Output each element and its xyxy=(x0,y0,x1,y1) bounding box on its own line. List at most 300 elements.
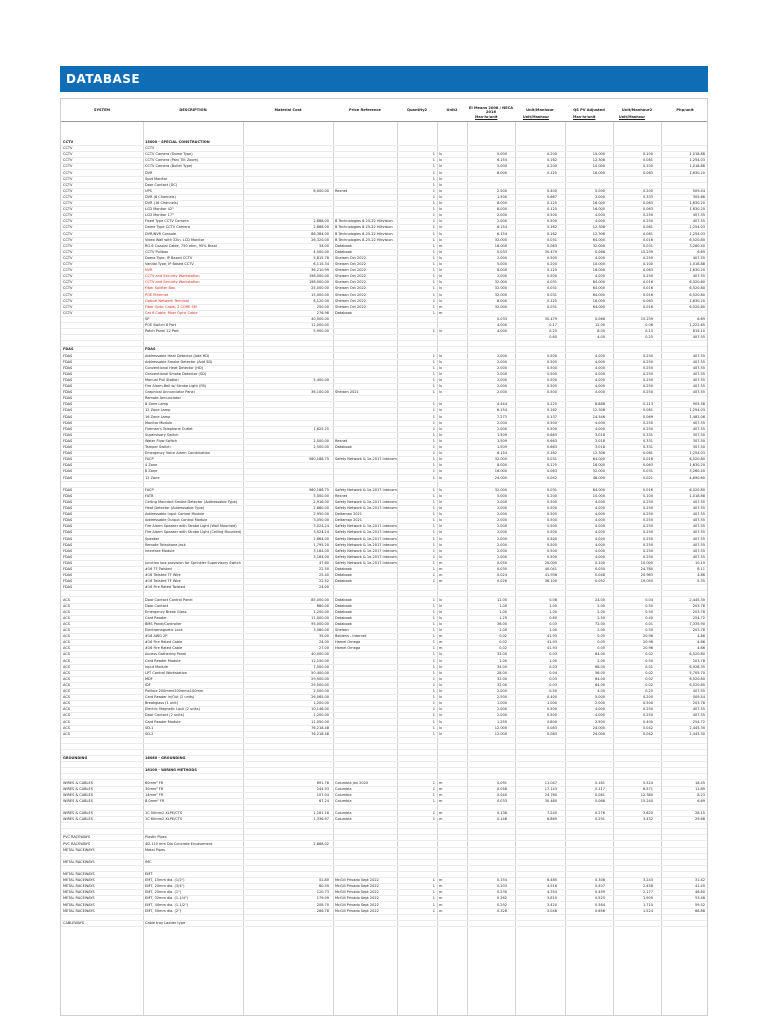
cell-price-reference[interactable]: B Technologies 8-25-22 Hikvision xyxy=(335,225,393,230)
cell-unit-manhour[interactable]: 0.500 xyxy=(546,542,557,547)
cell-price-reference[interactable] xyxy=(335,804,397,810)
cell-material-cost[interactable]: 85,000.00 xyxy=(311,597,329,602)
cell-ei-means[interactable]: 32.00 xyxy=(496,682,507,687)
cell-material-cost[interactable] xyxy=(243,176,329,182)
cell-unit-manhour2[interactable]: 5.524 xyxy=(642,780,653,785)
cell-material-cost[interactable]: 40,000.00 xyxy=(311,316,329,321)
cell-system[interactable]: ACS xyxy=(63,725,70,730)
cell-price-reference[interactable]: Sheisen Oct 2022 xyxy=(335,298,366,303)
cell-unit[interactable]: lv xyxy=(439,432,443,437)
cell-php-unit[interactable]: 254.72 xyxy=(692,615,705,620)
cell-unit[interactable]: lv xyxy=(439,194,443,199)
cell-price-reference[interactable]: McGill Privado Sept 2022 xyxy=(335,896,379,901)
cell-php-unit[interactable] xyxy=(661,743,705,749)
cell-material-cost[interactable]: 76,218.48 xyxy=(311,725,329,730)
cell-quantity[interactable]: 1 xyxy=(432,676,435,681)
cell-qs-adjusted[interactable]: 4.000 xyxy=(594,365,605,370)
cell-php-unit[interactable]: 3,260.40 xyxy=(689,243,705,248)
cell-unit-manhour[interactable]: 0.031 xyxy=(546,292,557,297)
cell-php-unit[interactable]: 4.86 xyxy=(697,640,705,645)
cell-material-cost[interactable] xyxy=(243,340,329,346)
cell-unit-manhour2[interactable]: 0.016 xyxy=(642,280,653,285)
cell-qs-adjusted[interactable]: 0.276 xyxy=(594,811,605,815)
cell-php-unit[interactable] xyxy=(661,481,705,487)
cell-unit[interactable]: lv xyxy=(439,408,443,413)
cell-description[interactable]: 12 Zone Lamp xyxy=(145,408,171,413)
cell-unit-manhour2[interactable] xyxy=(613,346,653,352)
cell-price-reference[interactable]: Columbia xyxy=(335,811,352,815)
cell-ei-means[interactable]: 0.040 xyxy=(496,792,507,797)
cell-system[interactable] xyxy=(63,340,141,346)
cell-unit-manhour[interactable]: 1.00 xyxy=(549,609,557,614)
cell-unit[interactable]: m xyxy=(439,908,443,913)
cell-unit-manhour[interactable] xyxy=(515,865,557,871)
cell-price-reference[interactable]: Hamel Omega xyxy=(335,646,361,651)
cell-price-reference[interactable] xyxy=(335,334,397,340)
cell-ei-means[interactable] xyxy=(467,865,507,871)
cell-material-cost[interactable]: 35.00 xyxy=(318,634,329,639)
cell-php-unit[interactable] xyxy=(661,822,705,828)
cell-unit-manhour[interactable] xyxy=(515,755,557,761)
cell-unit[interactable]: lv xyxy=(439,359,443,364)
cell-quantity[interactable] xyxy=(397,139,435,145)
cell-unit[interactable]: lv xyxy=(439,719,443,724)
cell-material-cost[interactable]: 4,500.00 xyxy=(313,249,329,254)
cell-description[interactable]: Video Wall with 32in. LCD Monitor xyxy=(145,237,205,242)
cell-php-unit[interactable]: 6.69 xyxy=(697,316,705,321)
cell-quantity[interactable]: 1 xyxy=(432,609,435,614)
cell-description[interactable]: Heat Detector (Addressable Type) xyxy=(145,506,205,510)
cell-unit-manhour2[interactable]: 0.250 xyxy=(642,377,653,382)
cell-ei-means[interactable]: 0.203 xyxy=(496,884,507,889)
cell-quantity[interactable]: 1 xyxy=(432,286,435,291)
cell-quantity[interactable] xyxy=(397,334,435,340)
cell-description[interactable]: Emergency Voice Alarm Combination xyxy=(145,451,210,456)
cell-qs-adjusted[interactable]: 3.018 xyxy=(594,432,605,437)
cell-price-reference[interactable] xyxy=(335,206,397,212)
cell-material-cost[interactable]: 1,181.18 xyxy=(313,811,329,815)
cell-unit[interactable]: lv xyxy=(439,524,443,529)
cell-description[interactable]: #16 Fire Rated Cable xyxy=(145,640,183,645)
cell-unit[interactable]: lv xyxy=(439,603,443,608)
cell-php-unit[interactable] xyxy=(661,340,705,346)
cell-unit-manhour2[interactable] xyxy=(613,182,653,188)
cell-unit-manhour2[interactable]: 0.016 xyxy=(642,237,653,242)
cell-description[interactable]: 8 Zone Lamp xyxy=(145,402,169,407)
cell-unit-manhour[interactable]: 0.500 xyxy=(546,512,557,517)
cell-ei-means[interactable] xyxy=(467,139,507,145)
cell-description[interactable]: Electric Magnetic Lock (2 units) xyxy=(145,707,200,712)
cell-price-reference[interactable] xyxy=(335,834,397,840)
cell-qs-adjusted[interactable]: 0.459 xyxy=(594,890,605,895)
cell-php-unit[interactable]: 407.55 xyxy=(692,426,705,431)
cell-unit-manhour[interactable]: 0.162 xyxy=(546,231,557,236)
cell-unit-manhour[interactable]: 0.500 xyxy=(546,384,557,388)
cell-unit-manhour[interactable]: 30.480 xyxy=(544,798,557,803)
cell-unit-manhour[interactable] xyxy=(515,139,557,145)
cell-quantity[interactable]: 1 xyxy=(432,603,435,608)
cell-system[interactable] xyxy=(63,328,141,334)
cell-unit[interactable]: lv xyxy=(439,682,443,687)
cell-unit[interactable]: lv xyxy=(439,213,443,218)
cell-price-reference[interactable] xyxy=(335,700,397,706)
cell-unit[interactable]: lv xyxy=(439,597,443,602)
cell-price-reference[interactable]: Sheisen Oct 2022 xyxy=(335,274,366,279)
header-system[interactable]: SYSTEM xyxy=(93,107,111,112)
cell-unit[interactable] xyxy=(439,773,465,779)
cell-php-unit[interactable]: 509.44 xyxy=(692,695,705,700)
cell-unit-manhour2[interactable]: 0.250 xyxy=(642,390,653,395)
cell-ei-means[interactable]: 2.000 xyxy=(496,554,507,559)
cell-unit-manhour[interactable]: 41.93 xyxy=(546,646,557,651)
cell-system[interactable] xyxy=(63,481,141,487)
cell-description[interactable]: Card Reader Module xyxy=(145,719,181,724)
cell-unit-manhour[interactable]: 0.125 xyxy=(546,207,557,212)
cell-system[interactable]: FDAS xyxy=(63,353,73,358)
cell-description[interactable]: Speaker xyxy=(145,536,160,541)
cell-unit-manhour2[interactable]: 0.113 xyxy=(642,402,653,407)
cell-ei-means[interactable] xyxy=(467,804,507,810)
cell-unit-manhour[interactable]: 0.500 xyxy=(546,390,557,395)
cell-description[interactable]: FACP xyxy=(145,487,154,492)
cell-description[interactable]: 4 Zone xyxy=(145,463,158,468)
cell-qs-adjusted[interactable]: 2.00 xyxy=(597,628,605,632)
cell-price-reference[interactable] xyxy=(335,865,397,871)
cell-php-unit[interactable]: 6,520.80 xyxy=(689,286,705,291)
cell-unit-manhour[interactable] xyxy=(515,182,557,188)
cell-unit[interactable]: lv xyxy=(439,280,443,285)
cell-unit[interactable]: lv xyxy=(439,414,443,419)
cell-php-unit[interactable]: 10.19 xyxy=(694,560,705,565)
cell-qs-adjusted[interactable]: 2.000 xyxy=(594,701,605,706)
cell-price-reference[interactable]: Sheisen Oct 2022 xyxy=(335,262,366,266)
cell-description[interactable]: POE Switch 8 Port xyxy=(145,323,177,327)
cell-unit-manhour[interactable] xyxy=(515,853,557,859)
cell-unit[interactable]: m xyxy=(439,878,443,883)
cell-price-reference[interactable] xyxy=(335,365,397,371)
cell-price-reference[interactable] xyxy=(335,359,397,365)
cell-qs-adjusted[interactable]: 4.000 xyxy=(594,506,605,510)
cell-php-unit[interactable]: 6,520.80 xyxy=(689,292,705,297)
cell-unit[interactable]: lv xyxy=(439,164,443,169)
cell-material-cost[interactable] xyxy=(243,420,329,426)
cell-material-cost[interactable]: 36,210.99 xyxy=(311,268,329,273)
cell-description[interactable]: LPT Control Workstation xyxy=(145,670,187,675)
cell-unit[interactable]: m xyxy=(439,243,443,248)
cell-unit-manhour[interactable]: 0.500 xyxy=(546,213,557,218)
cell-material-cost[interactable]: 80.59 xyxy=(318,884,329,889)
cell-price-reference[interactable]: Deltamax 2021 xyxy=(335,512,362,517)
cell-quantity[interactable] xyxy=(397,920,435,926)
cell-material-cost[interactable]: 276.98 xyxy=(316,310,329,315)
cell-unit[interactable]: lv xyxy=(439,695,443,700)
cell-qs-adjusted[interactable] xyxy=(565,853,605,859)
cell-quantity[interactable]: 1 xyxy=(432,512,435,517)
cell-qs-adjusted[interactable]: 10.000 xyxy=(592,164,605,169)
cell-ei-means[interactable]: 1.00 xyxy=(499,609,507,614)
cell-php-unit[interactable] xyxy=(661,749,705,755)
cell-ei-means[interactable] xyxy=(467,590,507,596)
cell-price-reference[interactable]: Safety Network & 1e-2017 Intecom xyxy=(335,530,397,535)
cell-system[interactable]: FDAS xyxy=(63,371,73,376)
cell-php-unit[interactable] xyxy=(661,871,705,877)
cell-material-cost[interactable]: 1,336.97 xyxy=(313,817,329,822)
cell-unit-manhour2[interactable]: 0.016 xyxy=(642,304,653,309)
cell-unit-manhour2[interactable]: 0.031 xyxy=(642,469,653,474)
cell-system[interactable]: METAL RACEWAYS xyxy=(63,878,95,883)
cell-unit[interactable]: lv xyxy=(439,487,443,492)
cell-description[interactable]: 16060 - GROUNDING xyxy=(145,756,186,761)
cell-unit[interactable]: lv xyxy=(439,249,443,254)
cell-system[interactable]: ACS xyxy=(63,597,70,602)
cell-qs-adjusted[interactable] xyxy=(565,139,605,145)
cell-description[interactable]: FDAS xyxy=(145,347,156,352)
cell-ei-means[interactable]: 0.328 xyxy=(496,908,507,913)
cell-quantity[interactable] xyxy=(397,145,435,151)
cell-system[interactable]: CCTV xyxy=(63,225,73,230)
cell-system[interactable]: METAL RACEWAYS xyxy=(63,890,95,895)
cell-unit-manhour[interactable]: 0.400 xyxy=(546,188,557,193)
cell-unit-manhour[interactable]: 0.162 xyxy=(546,158,557,163)
cell-material-cost[interactable]: 5,400.00 xyxy=(313,377,329,382)
cell-ei-means[interactable]: 0.02 xyxy=(499,640,507,645)
cell-quantity[interactable]: 1 xyxy=(432,432,435,437)
cell-unit-manhour[interactable]: 24.760 xyxy=(544,792,557,797)
cell-unit-manhour[interactable]: 0.031 xyxy=(546,286,557,291)
cell-unit-manhour[interactable]: 0.800 xyxy=(546,719,557,724)
cell-ei-means[interactable]: 24.000 xyxy=(494,475,507,480)
cell-description[interactable]: 15000 - SPECIAL CONSTRUCTION xyxy=(145,140,210,144)
cell-quantity[interactable] xyxy=(397,828,435,834)
cell-price-reference[interactable]: B Technologies 8-25-22 Hikvision xyxy=(335,219,393,224)
cell-php-unit[interactable]: 1,630.20 xyxy=(689,170,705,175)
cell-material-cost[interactable] xyxy=(243,914,329,920)
cell-php-unit[interactable] xyxy=(661,841,705,847)
cell-material-cost[interactable]: 34.00 xyxy=(318,243,329,248)
cell-unit[interactable]: lv xyxy=(439,353,443,358)
cell-ei-means[interactable] xyxy=(467,395,507,401)
cell-price-reference[interactable]: McGill Privado Sept 2022 xyxy=(335,908,379,913)
cell-system[interactable]: ACS xyxy=(63,731,70,736)
cell-quantity[interactable]: 1 xyxy=(432,554,435,559)
cell-qs-adjusted[interactable]: 4.000 xyxy=(594,536,605,541)
cell-quantity[interactable]: 1 xyxy=(432,371,435,376)
cell-unit[interactable]: lv xyxy=(439,530,443,535)
cell-quantity[interactable]: 1 xyxy=(432,902,435,907)
cell-system[interactable]: ACS xyxy=(63,695,70,700)
cell-material-cost[interactable]: 15,000.00 xyxy=(311,292,329,297)
cell-ei-means[interactable]: 28.00 xyxy=(496,670,507,675)
cell-unit[interactable]: lv xyxy=(439,725,443,730)
cell-unit-manhour2[interactable] xyxy=(613,914,653,920)
cell-material-cost[interactable] xyxy=(243,145,329,151)
cell-material-cost[interactable]: 95,000.00 xyxy=(311,621,329,626)
cell-qs-adjusted[interactable] xyxy=(565,584,605,590)
cell-material-cost[interactable]: 6,000.00 xyxy=(313,188,329,193)
cell-php-unit[interactable]: 1,018.88 xyxy=(689,164,705,169)
cell-ei-means[interactable]: 0.138 xyxy=(496,811,507,815)
cell-system[interactable]: CCTV xyxy=(63,146,73,151)
cell-material-cost[interactable] xyxy=(243,371,329,377)
cell-unit-manhour[interactable]: 30.479 xyxy=(544,249,557,254)
cell-php-unit[interactable]: 407.55 xyxy=(692,530,705,535)
cell-quantity[interactable] xyxy=(397,584,435,590)
cell-description[interactable]: Access Gathering Panel xyxy=(145,652,187,657)
cell-unit-manhour2[interactable] xyxy=(613,834,653,840)
cell-unit-manhour2[interactable]: 0.081 xyxy=(642,408,653,413)
cell-material-cost[interactable]: 120.73 xyxy=(316,890,329,895)
cell-unit[interactable]: lv xyxy=(439,518,443,523)
cell-qs-adjusted[interactable] xyxy=(565,755,605,761)
cell-system[interactable]: FDAS xyxy=(63,493,73,498)
cell-ei-means[interactable]: 2.000 xyxy=(496,518,507,523)
cell-ei-means[interactable]: 1.500 xyxy=(496,194,507,199)
cell-unit-manhour[interactable]: 0.03 xyxy=(549,682,557,687)
cell-description[interactable]: Conventional Heat Detector (HD) xyxy=(145,365,204,370)
cell-system[interactable]: CCTV xyxy=(63,170,73,175)
cell-php-unit[interactable] xyxy=(661,182,705,188)
cell-quantity[interactable] xyxy=(397,322,435,328)
cell-qs-adjusted[interactable]: 0.117 xyxy=(594,786,605,791)
cell-unit[interactable]: lv xyxy=(439,676,443,681)
cell-php-unit[interactable]: 1,630.20 xyxy=(689,298,705,303)
cell-system[interactable]: FDAS xyxy=(63,499,73,504)
cell-qs-adjusted[interactable]: 4.000 xyxy=(594,554,605,559)
cell-qs-adjusted[interactable]: 64.00 xyxy=(594,682,605,687)
cell-qs-adjusted[interactable]: 0.05 xyxy=(597,640,605,645)
cell-unit[interactable]: lv xyxy=(439,170,443,175)
cell-php-unit[interactable]: 407.55 xyxy=(692,353,705,358)
cell-unit-manhour2[interactable]: 0.081 xyxy=(642,225,653,230)
cell-unit-manhour[interactable]: 0.60 xyxy=(549,335,557,340)
cell-price-reference[interactable] xyxy=(335,859,397,865)
cell-description[interactable] xyxy=(145,828,243,834)
cell-system[interactable]: CCTV xyxy=(63,298,73,303)
cell-qs-adjusted[interactable]: 16.000 xyxy=(592,298,605,303)
cell-description[interactable]: CCTV and Security Workstation xyxy=(145,280,200,285)
cell-material-cost[interactable]: 680.00 xyxy=(316,603,329,608)
cell-ei-means[interactable]: 4.000 xyxy=(496,323,507,327)
cell-qs-adjusted[interactable]: 32.000 xyxy=(592,469,605,474)
cell-description[interactable] xyxy=(145,804,243,810)
cell-unit[interactable]: lv xyxy=(439,384,443,388)
cell-unit-manhour[interactable]: 0.083 xyxy=(546,731,557,736)
cell-quantity[interactable] xyxy=(397,914,435,920)
cell-quantity[interactable]: 1 xyxy=(432,731,435,736)
cell-ei-means[interactable]: 8.000 xyxy=(496,207,507,212)
cell-unit-manhour2[interactable] xyxy=(613,828,653,834)
cell-price-reference[interactable] xyxy=(335,401,397,407)
cell-php-unit[interactable]: 7,335.90 xyxy=(689,621,705,626)
cell-qs-adjusted[interactable]: 3.018 xyxy=(594,438,605,443)
cell-unit-manhour2[interactable] xyxy=(613,847,653,853)
cell-php-unit[interactable] xyxy=(661,346,705,352)
cell-system[interactable]: FDAS xyxy=(63,420,73,425)
cell-description[interactable]: 60mm² FR xyxy=(145,780,164,785)
cell-ei-means[interactable] xyxy=(467,853,507,859)
cell-price-reference[interactable] xyxy=(335,767,397,773)
cell-system[interactable]: CCTV xyxy=(63,201,73,205)
header-description[interactable]: DESCRIPTION xyxy=(179,107,207,112)
cell-system[interactable]: ACS xyxy=(63,719,70,724)
cell-quantity[interactable]: 1 xyxy=(432,597,435,602)
cell-system[interactable] xyxy=(63,853,141,859)
cell-unit-manhour2[interactable]: 24.780 xyxy=(640,567,653,571)
cell-unit-manhour[interactable]: 0.400 xyxy=(546,695,557,700)
cell-unit[interactable]: lv xyxy=(439,371,443,376)
cell-quantity[interactable]: 1 xyxy=(432,365,435,370)
cell-qs-adjusted[interactable] xyxy=(565,871,605,877)
cell-price-reference[interactable]: Beldens - Internet xyxy=(335,634,367,639)
cell-unit-manhour2[interactable]: 0.081 xyxy=(642,158,653,163)
cell-system[interactable]: CCTV xyxy=(63,207,73,212)
cell-qs-adjusted[interactable]: 0.066 xyxy=(594,798,605,803)
cell-php-unit[interactable] xyxy=(661,584,705,590)
cell-qs-adjusted[interactable]: 4.000 xyxy=(594,548,605,553)
cell-description[interactable]: 16 Zone Lamp xyxy=(145,414,171,419)
cell-price-reference[interactable] xyxy=(335,151,397,157)
cell-unit-manhour[interactable]: 3.810 xyxy=(546,896,557,901)
cell-description[interactable]: Supervisory Switch xyxy=(145,432,179,437)
cell-price-reference[interactable]: Databook xyxy=(335,249,352,254)
cell-description[interactable]: DVR xyxy=(145,170,153,175)
cell-ei-means[interactable]: 36.00 xyxy=(496,621,507,626)
cell-ei-means[interactable]: 12.00 xyxy=(496,597,507,602)
cell-unit-manhour[interactable]: 0.042 xyxy=(546,475,557,480)
cell-system[interactable]: CCTV xyxy=(63,158,73,163)
cell-unit-manhour[interactable] xyxy=(515,828,557,834)
cell-qs-adjusted[interactable]: 64.000 xyxy=(592,286,605,291)
cell-price-reference[interactable] xyxy=(335,353,397,359)
cell-unit[interactable] xyxy=(439,737,465,743)
cell-system[interactable]: FDAS xyxy=(63,402,73,407)
cell-unit-manhour[interactable]: 38.100 xyxy=(544,579,557,584)
cell-system[interactable]: WIRES & CABLES xyxy=(63,792,93,797)
cell-price-reference[interactable] xyxy=(335,682,397,688)
cell-ei-means[interactable]: 2.000 xyxy=(496,499,507,504)
cell-unit-manhour[interactable] xyxy=(515,590,557,596)
cell-ei-means[interactable]: 2.000 xyxy=(496,713,507,718)
cell-price-reference[interactable]: Sheisen Oct 2022 xyxy=(335,286,366,291)
cell-php-unit[interactable]: 203.78 xyxy=(692,603,705,608)
cell-unit[interactable]: m xyxy=(439,792,443,797)
cell-unit[interactable]: lv xyxy=(439,628,443,632)
cell-quantity[interactable]: 1 xyxy=(432,255,435,260)
cell-material-cost[interactable] xyxy=(243,157,329,163)
cell-qs-adjusted[interactable]: 4.000 xyxy=(594,542,605,547)
cell-material-cost[interactable]: 50,400.00 xyxy=(311,670,329,675)
cell-unit[interactable]: lv xyxy=(439,445,443,449)
cell-qs-adjusted[interactable] xyxy=(565,310,605,316)
cell-php-unit[interactable] xyxy=(661,834,705,840)
cell-description[interactable]: Fireman's Telephone Outlet xyxy=(145,426,193,431)
cell-quantity[interactable]: 1 xyxy=(432,329,435,334)
cell-php-unit[interactable]: 1,254.03 xyxy=(689,231,705,236)
cell-ei-means[interactable]: 5.000 xyxy=(496,493,507,498)
cell-unit-manhour2[interactable]: 3.243 xyxy=(642,878,653,883)
cell-unit-manhour2[interactable]: 0.02 xyxy=(645,676,653,681)
cell-unit[interactable]: lv xyxy=(439,463,443,468)
cell-php-unit[interactable] xyxy=(661,590,705,596)
cell-price-reference[interactable] xyxy=(335,340,397,346)
cell-unit-manhour2[interactable] xyxy=(613,804,653,810)
cell-qs-adjusted[interactable]: 72.00 xyxy=(594,621,605,626)
cell-php-unit[interactable]: 407.55 xyxy=(692,371,705,376)
cell-system[interactable]: CCTV xyxy=(63,304,73,309)
cell-unit[interactable]: lv xyxy=(439,158,443,163)
cell-price-reference[interactable]: Databook xyxy=(335,310,352,315)
cell-unit[interactable]: lv xyxy=(439,469,443,474)
